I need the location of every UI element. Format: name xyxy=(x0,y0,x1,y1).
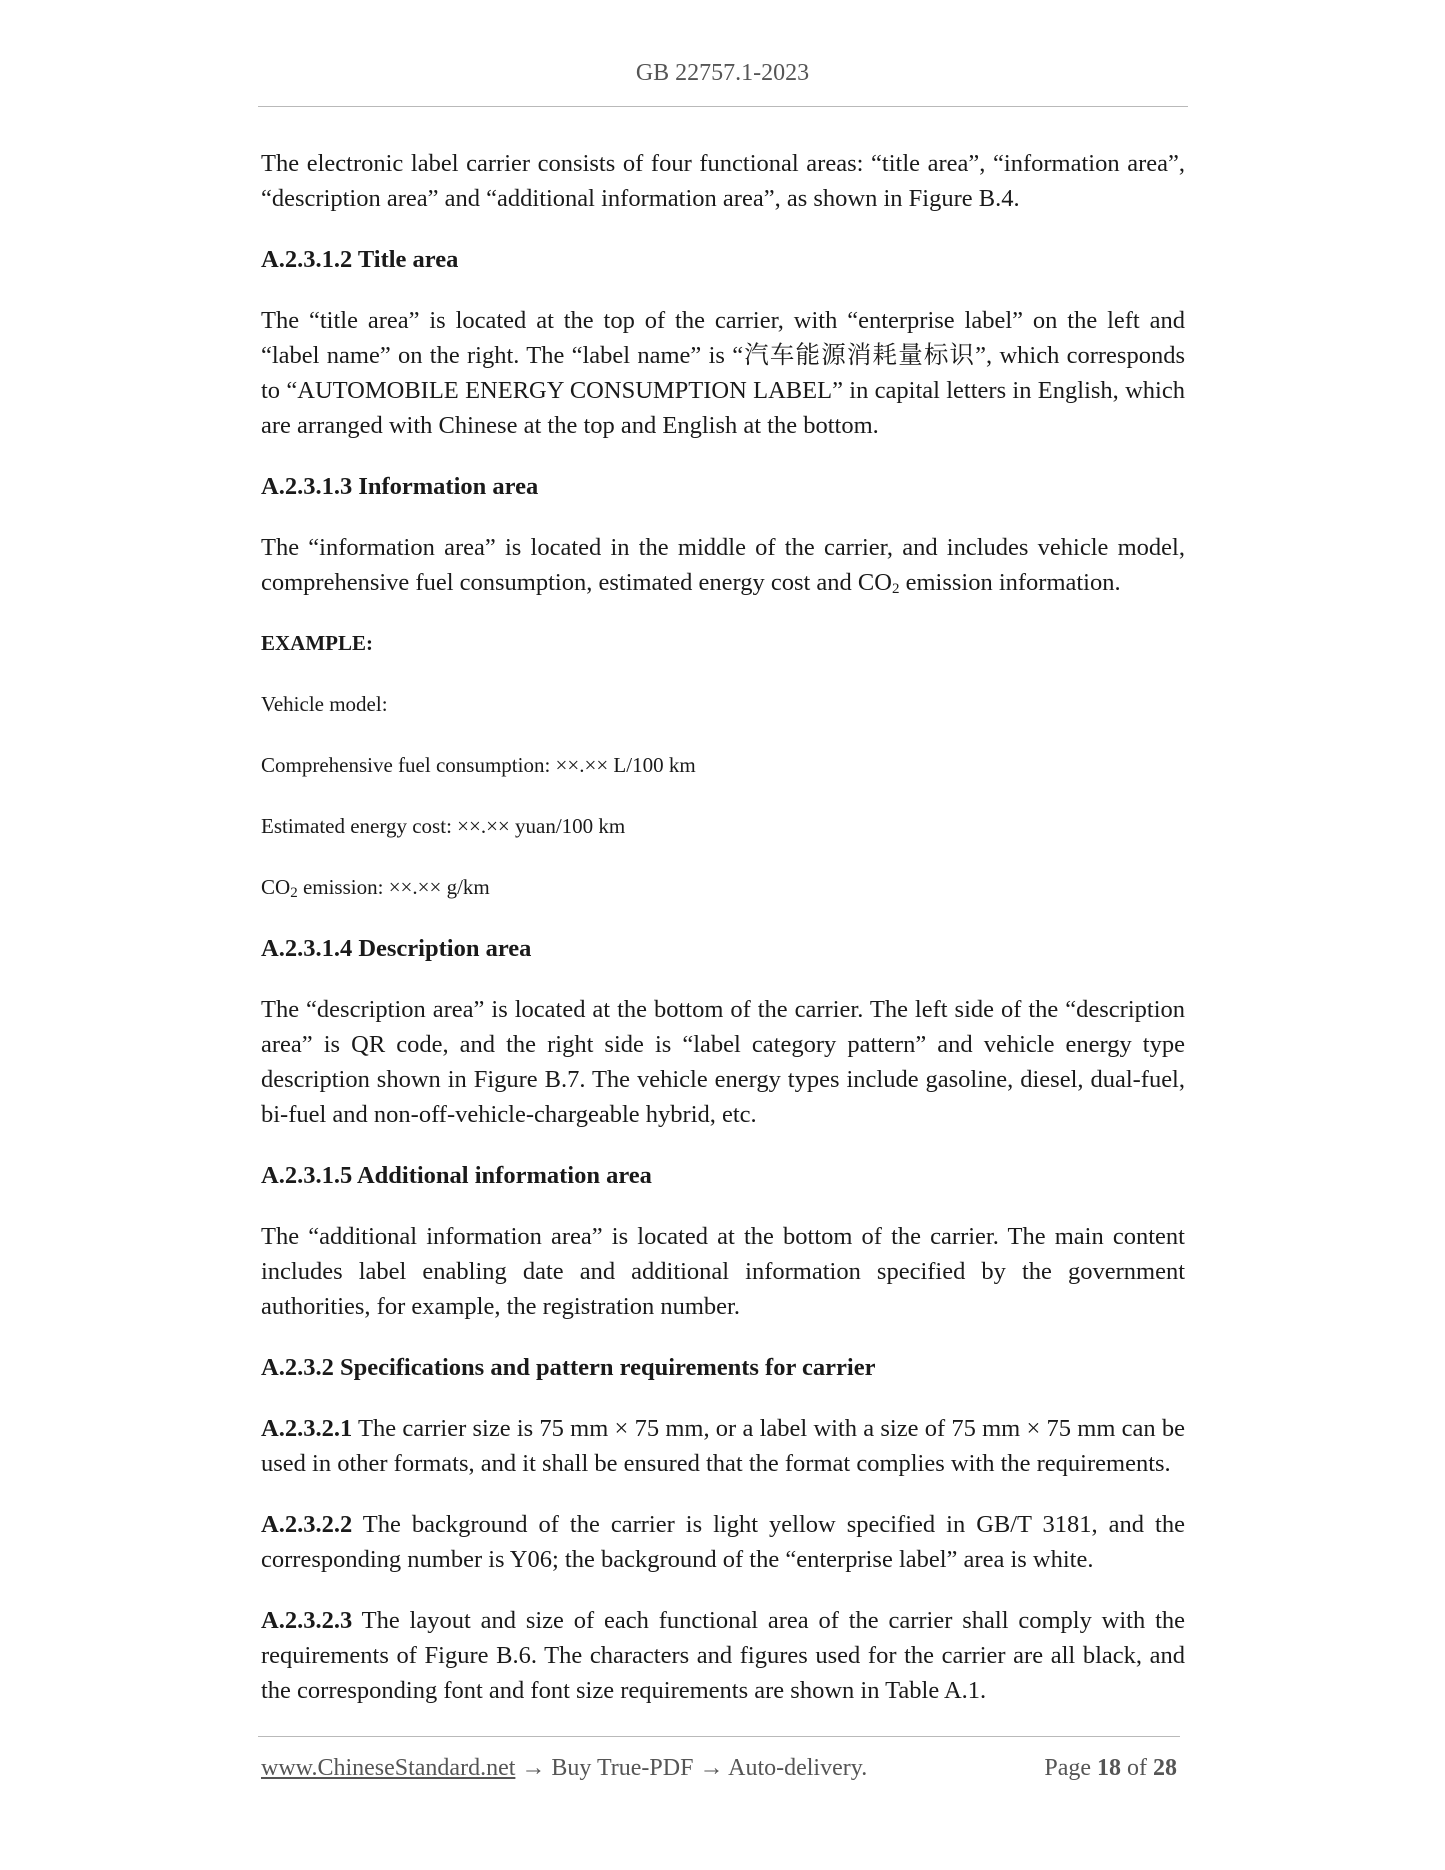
title-area-heading: A.2.3.1.2 Title area xyxy=(261,246,459,273)
description-area-paragraph: The “description area” is located at the bottom of the carrier. The left side of the “description area” is QR code, and the right side is “label category pattern” and vehicle energy type description shown in Figure B.7. The vehicle energy types include gasoline, diesel, dual-fuel, bi-fuel and non-off-vehicle-chargeable hybrid, etc. xyxy=(261,996,1185,1128)
information-area-heading: A.2.3.1.3 Information area xyxy=(261,473,539,500)
title-area-paragraph: The “title area” is located at the top of the carrier, with “enterprise label” on the left and “label name” on the right. The “label name” is “汽车能源消耗量标识”, which corresponds to “AUTOMOBILE ENERGY CONSUMPTION LABEL” in capital letters in English, which are arranged with Chinese at the top and English at the bottom. xyxy=(261,307,1186,439)
additional-information-paragraph: The “additional information area” is located at the bottom of the carrier. The main content includes label enabling date and additional information specified by the government authorities, for example, the registration number. xyxy=(261,1223,1185,1320)
page-content xyxy=(261,146,1185,1734)
additional-information-heading: A.2.3.1.5 Additional information area xyxy=(261,1162,652,1189)
spec-3-label: A.2.3.2.3 xyxy=(261,1607,353,1634)
spec-1-body: The carrier size is 75 mm × 75 mm, or a label with a size of 75 mm × 75 mm can be used in other formats, and it shall be ensured that the format complies with the requirements. xyxy=(261,1415,1185,1477)
spec-2-body: The background of the carrier is light yellow specified in GB/T 3181, and the corresponding number is Y06; the background of the “enterprise label” area is white. xyxy=(261,1511,1185,1573)
specifications-heading: A.2.3.2 Specifications and pattern requirements for carrier xyxy=(261,1354,876,1381)
page-indicator xyxy=(1044,1755,1177,1782)
footer-divider xyxy=(258,1736,1180,1737)
example-fuel-consumption: Comprehensive fuel consumption: ××.×× L/100 km xyxy=(261,753,696,777)
header-divider xyxy=(258,106,1188,107)
information-area-text: The “information area” is located in the middle of the carrier, and includes vehicle model, comprehensive fuel consumption, estimated energy cost and CO xyxy=(261,534,1185,596)
example-vehicle-model: Vehicle model: xyxy=(261,692,388,716)
spec-3-body: The layout and size of each functional area of the carrier shall comply with the requirements of Figure B.6. The characters and figures used for the carrier are all black, and the corresponding font and font size requirements are shown in Table A.1. xyxy=(261,1607,1185,1704)
spec-paragraph-1 xyxy=(261,1411,1185,1481)
co2-subscript: 2 xyxy=(891,581,900,597)
spec-paragraph-2 xyxy=(261,1507,1185,1577)
footer-tagline: → Buy True-PDF → Auto-delivery. xyxy=(515,1755,868,1781)
example-co2-suffix: emission: ××.×× g/km xyxy=(297,875,490,899)
header-title: GB 22757.1-2023 xyxy=(635,60,810,86)
example-co2-subscript: 2 xyxy=(290,885,298,901)
example-co2-prefix: CO xyxy=(261,875,291,899)
intro-paragraph: The electronic label carrier consists of four functional areas: “title area”, “information area”, “description area” and “additional information area”, as shown in Figure B.4. xyxy=(261,150,1185,212)
spec-2-label: A.2.3.2.2 xyxy=(261,1511,353,1538)
information-area-paragraph xyxy=(261,530,1185,600)
spec-1-label: A.2.3.2.1 xyxy=(261,1415,353,1442)
example-heading: EXAMPLE: xyxy=(261,631,373,655)
of-label: of xyxy=(1127,1755,1147,1781)
current-page: 18 xyxy=(1097,1755,1121,1781)
example-co2-emission xyxy=(261,870,1185,905)
description-area-heading: A.2.3.1.4 Description area xyxy=(261,935,532,962)
total-pages: 28 xyxy=(1153,1755,1177,1781)
footer-left xyxy=(261,1755,867,1782)
spec-paragraph-3 xyxy=(261,1603,1185,1708)
information-area-text-end: emission information. xyxy=(899,569,1121,596)
website-link[interactable]: www.ChineseStandard.net xyxy=(261,1755,516,1781)
example-energy-cost: Estimated energy cost: ××.×× yuan/100 km xyxy=(261,814,626,838)
page-label: Page xyxy=(1044,1755,1091,1781)
